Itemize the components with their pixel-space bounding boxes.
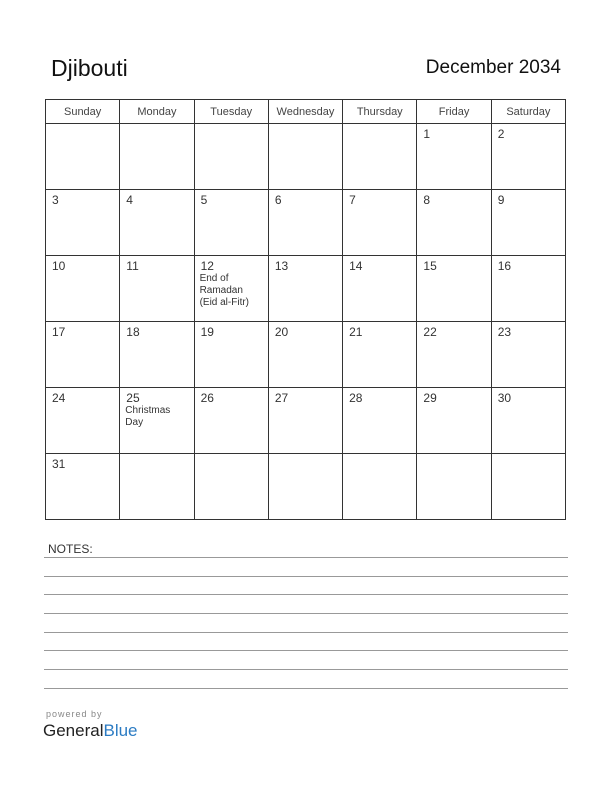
- week-row: [46, 388, 566, 454]
- week-row: [46, 190, 566, 256]
- notes-line: [44, 632, 568, 633]
- day-number: 13: [274, 259, 289, 273]
- country-title: Djibouti: [51, 55, 128, 81]
- notes-line: [44, 669, 568, 670]
- day-number: 24: [52, 391, 66, 405]
- powered-by-text: powered by: [46, 709, 103, 719]
- brand-blue: Blue: [103, 721, 138, 740]
- notes-line: [44, 576, 568, 577]
- day-number: 29: [423, 391, 437, 405]
- day-number: 8: [423, 193, 431, 207]
- day-cell: [120, 256, 194, 322]
- day-number: 23: [497, 325, 512, 339]
- day-cell: [194, 190, 268, 256]
- brand-general: General: [43, 721, 104, 740]
- notes-line: [44, 688, 568, 689]
- day-number: 21: [349, 325, 363, 339]
- day-cell: [491, 124, 565, 190]
- day-cell: [120, 322, 194, 388]
- day-number: 18: [126, 325, 140, 339]
- empty-day-cell: [268, 124, 342, 190]
- week-row: [46, 256, 566, 322]
- empty-day-cell: [417, 454, 491, 520]
- day-cell: [491, 190, 565, 256]
- day-cell: [194, 322, 268, 388]
- day-cell: [417, 322, 491, 388]
- day-cell: [343, 388, 417, 454]
- day-number: 1: [423, 127, 431, 141]
- notes-line: [44, 557, 568, 558]
- day-number: 10: [52, 259, 66, 273]
- day-number: 11: [126, 259, 139, 273]
- day-number: 25: [126, 391, 140, 405]
- day-cell: [46, 454, 120, 520]
- day-cell: [417, 388, 491, 454]
- day-cell: [268, 256, 342, 322]
- day-number: 6: [274, 193, 282, 207]
- week-row: [46, 454, 566, 520]
- day-number: 20: [274, 325, 289, 339]
- day-cell: [417, 190, 491, 256]
- day-number: 14: [349, 259, 363, 273]
- weekday-saturday: Saturday: [491, 100, 565, 124]
- day-number: 31: [52, 457, 66, 471]
- holiday-label: Ramadan: [199, 285, 243, 296]
- holiday-label: End of: [199, 273, 229, 284]
- empty-day-cell: [120, 124, 194, 190]
- empty-day-cell: [343, 454, 417, 520]
- day-number: 17: [52, 325, 66, 339]
- day-cell: [491, 388, 565, 454]
- holiday-label: (Eid al-Fitr): [199, 297, 250, 308]
- day-cell: [46, 322, 120, 388]
- day-cell: [194, 388, 268, 454]
- empty-day-cell: [268, 454, 342, 520]
- week-row: [46, 124, 566, 190]
- notes-line: [44, 613, 568, 614]
- day-cell: [343, 322, 417, 388]
- notes-line: [44, 650, 568, 651]
- weekday-friday: Friday: [417, 100, 491, 124]
- day-number: 26: [200, 391, 214, 405]
- day-cell: [46, 256, 120, 322]
- day-cell: [417, 256, 491, 322]
- day-number: 15: [423, 259, 437, 273]
- empty-day-cell: [343, 124, 417, 190]
- day-number: 12: [200, 259, 214, 273]
- day-number: 22: [423, 325, 437, 339]
- day-number: 2: [497, 127, 505, 141]
- day-number: 3: [52, 193, 59, 207]
- day-number: 5: [200, 193, 208, 207]
- day-cell: [268, 322, 342, 388]
- calendar-grid: [45, 99, 566, 520]
- day-cell: [120, 388, 194, 454]
- weekday-tuesday: Tuesday: [194, 100, 268, 124]
- empty-day-cell: [194, 454, 268, 520]
- empty-day-cell: [120, 454, 194, 520]
- day-number: 27: [274, 391, 289, 405]
- day-cell: [46, 388, 120, 454]
- empty-day-cell: [491, 454, 565, 520]
- day-cell: [46, 190, 120, 256]
- day-number: 16: [497, 259, 512, 273]
- day-cell: [417, 124, 491, 190]
- calendar-body: [46, 124, 566, 520]
- notes-label: NOTES:: [48, 542, 93, 556]
- month-title: December 2034: [425, 57, 561, 78]
- day-number: 7: [349, 193, 356, 207]
- day-cell: [120, 190, 194, 256]
- empty-day-cell: [46, 124, 120, 190]
- weekday-wednesday: Wednesday: [268, 100, 342, 124]
- generalblue-logo[interactable]: [43, 721, 138, 741]
- weekday-monday: Monday: [120, 100, 194, 124]
- day-number: 4: [126, 193, 133, 207]
- day-cell: [268, 388, 342, 454]
- week-row: [46, 322, 566, 388]
- day-number: 28: [349, 391, 363, 405]
- day-cell: [491, 322, 565, 388]
- weekday-header-row: [46, 100, 566, 124]
- weekday-thursday: Thursday: [343, 100, 417, 124]
- day-cell: [194, 256, 268, 322]
- day-cell: [268, 190, 342, 256]
- day-cell: [343, 256, 417, 322]
- holiday-label: Day: [125, 417, 144, 428]
- notes-line: [44, 594, 568, 595]
- holiday-label: Christmas: [125, 405, 171, 416]
- day-cell: [491, 256, 565, 322]
- day-number: 19: [200, 325, 214, 339]
- weekday-sunday: Sunday: [46, 100, 120, 124]
- day-number: 30: [497, 391, 512, 405]
- day-cell: [343, 190, 417, 256]
- empty-day-cell: [194, 124, 268, 190]
- day-number: 9: [497, 193, 505, 207]
